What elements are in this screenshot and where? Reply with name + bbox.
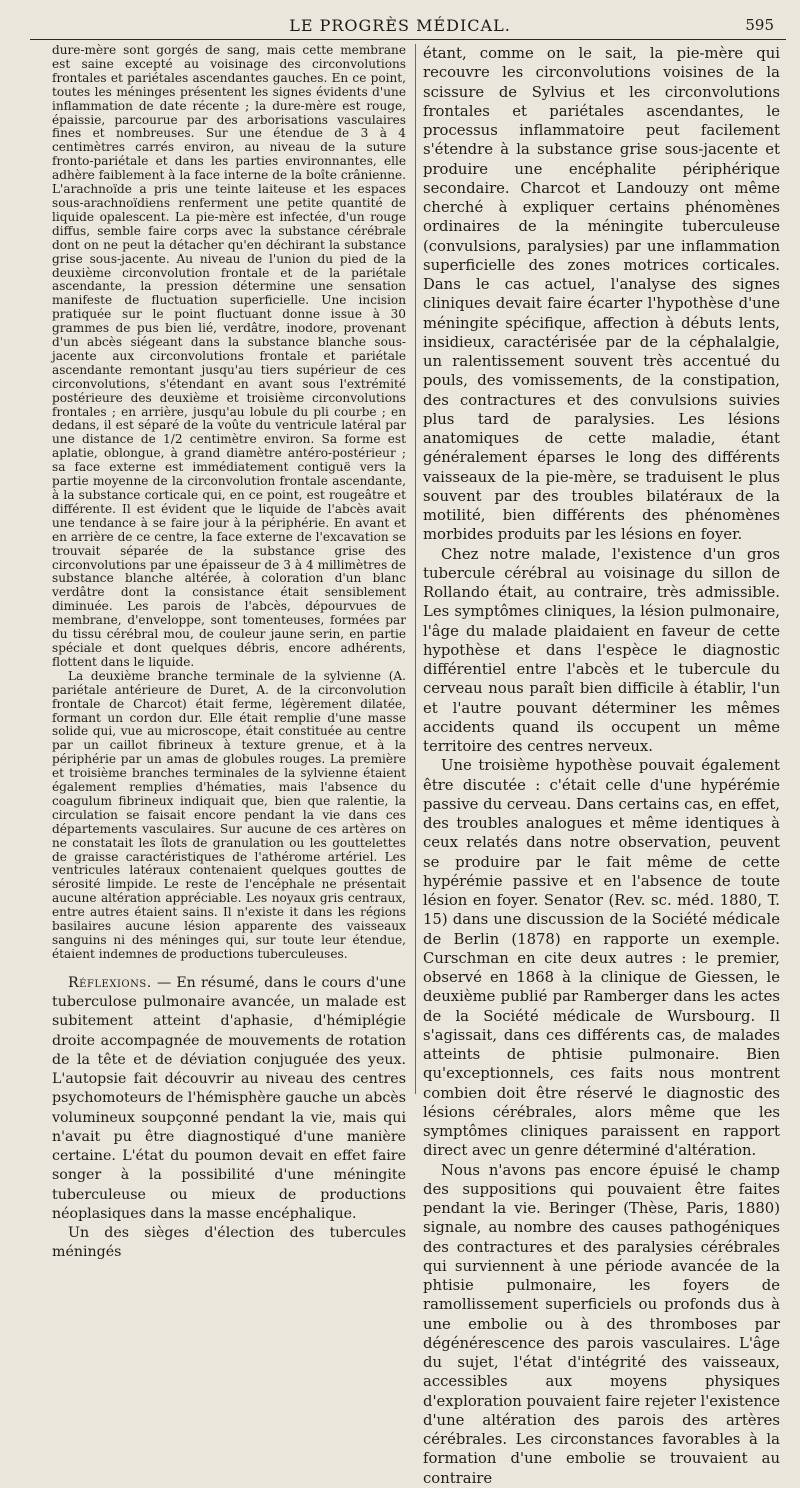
header-rule — [30, 39, 786, 40]
paragraph: dure-mère sont gorgés de sang, mais cette membrane est saine excepté au voisinage des circonvolutions frontales et pariétales ascendantes gauches. En ce point, toutes les méninges présentent les signes évidents d'une inflammation de date récente ; la dure-mère est rouge, épaissie, parcourue par des arborisations vasculaires fines et nombreuses. Sur une étendue de 3 à 4 centimètres carrés environ, au niveau de la suture fronto-pariétale et dans les parties environnantes, elle adhère faiblement à la face interne de la boîte crânienne. L'arachnoïde a pris une teinte laiteuse et les espaces sous-arachnoïdiens renferment une petite quantité de liquide opalescent. La pie-mère est infectée, d'un rouge diffus, semble faire corps avec la substance cérébrale dont on ne peut la détacher qu'en déchirant la substance grise sous-jacente. Au niveau de l'union du pied de la deuxième circonvolution frontale et de la pariétale ascendante, la pression détermine une sensation manifeste de fluctuation superficielle. Une incision pratiquée sur le point fluctuant donne issue à 30 grammes de pus bien lié, verdâtre, inodore, provenant d'un abcès siégeant dans la substance blanche sous-jacente aux circonvolutions frontale et pariétale ascendante remontant jusqu'au tiers supérieur de ces circonvolutions, s'étendant en avant sous l'extrémité postérieure des deuxième et troisième circonvolutions frontales ; en arrière, jusqu'au lobule du pli courbe ; en dedans, il est séparé de la voûte du ventricule latéral par une distance de 1/2 centimètre environ. Sa forme est aplatie, oblongue, à grand diamètre antéro-postérieur ; sa face externe est immédiatement contiguë vers la partie moyenne de la circonvolution frontale ascendante, à la substance corticale qui, en ce point, est rougeâtre et différente. Il est évident que le liquide de l'abcès avait une tendance à se faire jour à la périphérie. En avant et en arrière de ce centre, la face externe de l'excavation se trouvait séparée de la substance grise des circonvolutions par une épaisseur de 3 à 4 millimètres de substance blanche altérée, à coloration d'un blanc verdâtre dont la consistance était sensiblement diminuée. Les parois de l'abcès, dépourvues de membrane, d'enveloppe, sont tomenteuses, formées par du tissu cérébral mou, de couleur jaune serin, en partie spéciale et dont quelques débris, encore adhérents, flottent dans le liquide. — [52, 43, 406, 669]
paragraph: Un des sièges d'élection des tubercules méningés — [52, 1225, 406, 1261]
paragraph: Nous n'avons pas encore épuisé le champ des suppositions qui pouvaient être faites pendant la vie. Beringer (Thèse, Paris, 1880) signale, au nombre des causes pathogéniques des contractures et des paralysies cérébrales qui surviennent à une période avancée de la phtisie pulmonaire, les foyers de ramollissement superficiels ou profonds dus à une embolie ou à des thromboses par dégénérescence des parois vasculaires. L'âge du sujet, l'état d'intégrité des vaisseaux, accessibles aux moyens physiques d'exploration pouvaient faire rejeter l'existence d'une altération des parois des artères cérébrales. Les circonstances favorables à la formation d'une embolie se trouvaient au contraire — [423, 1161, 780, 1487]
paragraph: Une troisième hypothèse pouvait également être discutée : c'était celle d'une hypérémie passive du cerveau. Dans certains cas, en effet, des troubles analogues et même identiques à ceux relatés dans notre observation, peuvent se produire par le fait même de cette hypérémie passive et en l'absence de toute lésion en foyer. Senator (Rev. sc. méd. 1880, T. 15) dans une discussion de la Société médicale de Berlin (1878) en rapporte un exemple. Curschman en cite deux autres : le premier, observé en 1868 à la clinique de Giessen, le deuxième publié par Ramberger dans les actes de la Société médicale de Wursbourg. Il s'agissait, dans ces différents cas, de malades atteints de phtisie pulmonaire. Bien qu'exceptionnels, ces faits nous montrent combien doit être réservé le diagnostic des lésions cérébrales, alors même que les symptômes cliniques paraissent en rapport direct avec un genre déterminé d'altération. — [423, 757, 780, 1160]
right-column — [423, 44, 780, 1487]
left-column — [52, 43, 406, 1261]
page-header — [0, 14, 800, 40]
reflexions-paragraph — [52, 974, 406, 1224]
paragraph: Chez notre malade, l'existence d'un gros tubercule cérébral au voisinage du sillon de Rollando était, au contraire, très admissible. Les symptômes cliniques, la lésion pulmonaire, l'âge du malade plaidaient en faveur de cette hypothèse et dans l'espèce le diagnostic différentiel entre l'abcès et le tubercule du cerveau nous paraît bien difficile à établir, l'un et l'autre pouvant déterminer les mêmes accidents quand ils occupent un même territoire des centres nerveux. — [423, 545, 780, 755]
page-number: 595 — [745, 16, 774, 34]
running-title: LE PROGRÈS MÉDICAL. — [289, 16, 511, 35]
section-lead: Réflexions. — [68, 974, 152, 991]
paragraph: La deuxième branche terminale de la sylvienne (A. pariétale antérieure de Duret, A. de la circonvolution frontale de Charcot) était ferme, légèrement dilatée, formant un cordon dur. Elle était remplie d'une masse solide qui, vue au microscope, était constituée au centre par un caillot fibrineux à texture grenue, et à la périphérie par un amas de globules rouges. La première et troisième branches terminales de la sylvienne étaient également remplies d'hématies, mais l'absence du coagulum fibrineux indiquait que, bien que ralentie, la circulation se faisait encore pendant la vie dans ces départements vasculaires. Sur aucune de ces artères on ne constatait les îlots de granulation ou les gouttelettes de graisse caractéristiques de l'athérome artériel. Les ventricules latéraux contenaient quelques gouttes de sérosité limpide. Le reste de l'encéphale ne présentait aucune altération appréciable. Les noyaux gris centraux, entre autres étaient sains. Il n'existe it dans les régions basilaires aucune lésion apparente des vaisseaux sanguins ni des méninges qui, sur toute leur étendue, étaient indemnes de productions tuberculeuses. — [52, 668, 406, 961]
paragraph: étant, comme on le sait, la pie-mère qui recouvre les circonvolutions voisines de la scissure de Sylvius et les circonvolutions frontales et pariétales ascendantes, le processus inflammatoire peut facilement s'étendre à la substance grise sous-jacente et produire une encéphalite périphérique secondaire. Charcot et Landouzy ont même cherché à expliquer certains phénomènes ordinaires de la méningite tuberculeuse (convulsions, paralysies) par une inflammation superficielle des zones motrices corticales. Dans le cas actuel, l'analyse des signes cliniques devait faire écarter l'hypothèse d'une méningite spécifique, affection à débuts lents, insidieux, caractérisée par de la céphalalgie, un ralentissement souvent très accentué du pouls, des vomissements, de la constipation, des contractures et des convulsions suivies plus tard de paralysies. Les lésions anatomiques de cette maladie, étant généralement éparses le long des différents vaisseaux de la pie-mère, se traduisent le plus souvent par des troubles bilatéraux de la motilité, bien différents des phénomènes morbides produits par les lésions en foyer. — [423, 45, 780, 544]
column-divider — [415, 44, 416, 1094]
section-body: — En résumé, dans le cours d'une tuberculose pulmonaire avancée, un malade est subitement atteint d'aphasie, d'hémiplégie droite accompagnée de mouvements de rotation de la tête et de déviation conjuguée des yeux. L'autopsie fait découvrir au niveau des centres psychomoteurs de l'hémisphère gauche un abcès volumineux soupçonné pendant la vie, mais qui n'avait pu être diagnostiqué d'une manière certaine. L'état du poumon devait en effet faire songer à la possibilité d'une méningite tuberculeuse ou mieux de productions néoplasiques dans la masse encéphalique. — [52, 974, 406, 1222]
